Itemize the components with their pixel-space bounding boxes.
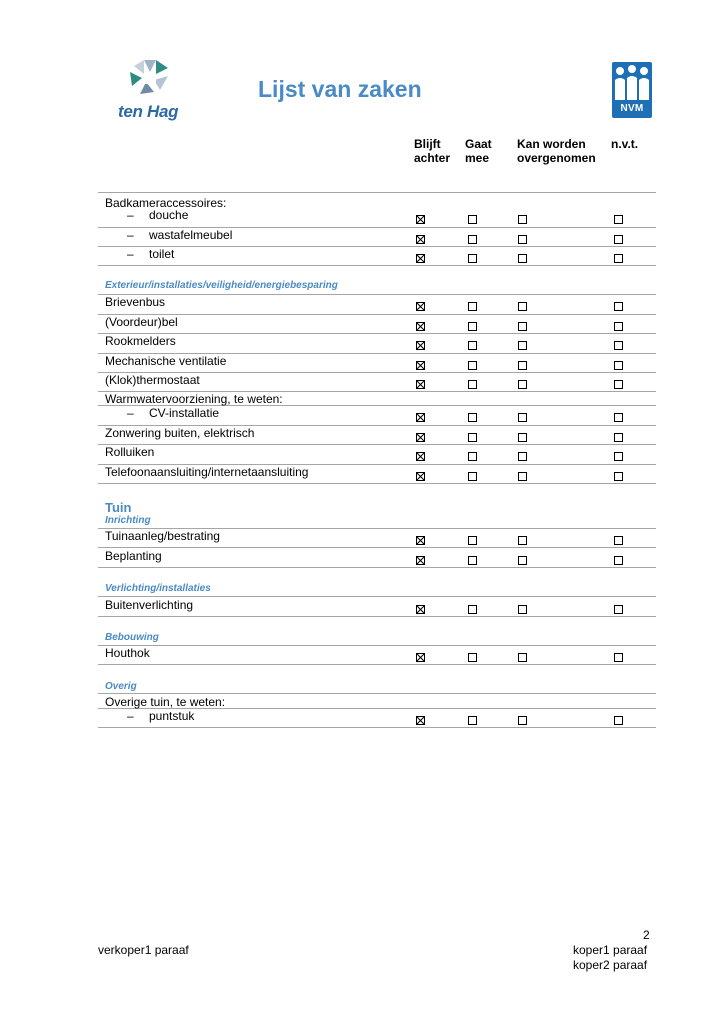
cross-mark-icon — [417, 236, 424, 243]
item-label-rookmelders: Rookmelders — [105, 334, 176, 348]
checkbox-kan-worden-overgenomen-wastafelmeubel[interactable] — [518, 235, 527, 244]
checkbox-kan-worden-overgenomen-cv-installatie[interactable] — [518, 413, 527, 422]
page-title: Lijst van zaken — [258, 76, 422, 102]
sub-item-dash: – — [127, 247, 134, 261]
item-label-klok-thermostaat: (Klok)thermostaat — [105, 373, 200, 387]
item-label-buitenverlichting: Buitenverlichting — [105, 598, 194, 612]
checkbox-nvt-zonwering-buiten-elektrisch[interactable] — [614, 433, 623, 442]
sub-item-puntstuk — [105, 709, 194, 723]
group-label-overige-tuin-te-weten: Overige tuin, te weten: — [105, 695, 226, 709]
section-heading-bebouwing: Bebouwing — [105, 632, 159, 643]
sub-item-dash: – — [127, 406, 134, 420]
cross-mark-icon — [417, 606, 424, 613]
checkbox-kan-worden-overgenomen-mechanische-ventilatie[interactable] — [518, 361, 527, 370]
checkbox-nvt-voordeur-bel[interactable] — [614, 322, 623, 331]
sub-item-douche — [105, 208, 188, 222]
checkbox-nvt-toilet[interactable] — [614, 254, 623, 263]
checkbox-kan-worden-overgenomen-rookmelders[interactable] — [518, 341, 527, 350]
checkbox-kan-worden-overgenomen-houthok[interactable] — [518, 653, 527, 662]
cross-mark-icon — [417, 342, 424, 349]
checkbox-kan-worden-overgenomen-tuinaanleg-bestrating[interactable] — [518, 536, 527, 545]
group-label-warmwatervoorziening-te-weten: Warmwatervoorziening, te weten: — [105, 392, 283, 406]
row-divider — [98, 693, 656, 694]
row-divider — [98, 727, 656, 728]
checkbox-gaat-mee-houthok[interactable] — [468, 653, 477, 662]
checkbox-kan-worden-overgenomen-brievenbus[interactable] — [518, 302, 527, 311]
cross-mark-icon — [417, 654, 424, 661]
sub-item-label: toilet — [149, 247, 175, 261]
ten-hag-logo — [114, 58, 194, 124]
checkbox-blijft-achter-klok-thermostaat[interactable] — [416, 380, 425, 389]
group-label-badkameraccessoires: Badkameraccessoires: — [105, 196, 227, 210]
item-label-houthok: Houthok — [105, 646, 150, 660]
item-label-rolluiken: Rolluiken — [105, 445, 155, 459]
checkbox-gaat-mee-zonwering-buiten-elektrisch[interactable] — [468, 433, 477, 442]
checkbox-gaat-mee-rookmelders[interactable] — [468, 341, 477, 350]
column-header-gaat-mee: Gaat mee — [465, 137, 492, 165]
cross-mark-icon — [417, 414, 424, 421]
row-divider — [98, 265, 656, 266]
nvm-wordmark: NVM — [620, 103, 644, 114]
sub-item-dash: – — [127, 208, 134, 222]
row-divider — [98, 333, 656, 334]
checkbox-gaat-mee-klok-thermostaat[interactable] — [468, 380, 477, 389]
cross-mark-icon — [417, 434, 424, 441]
checkbox-gaat-mee-rolluiken[interactable] — [468, 452, 477, 461]
item-label-voordeur-bel: (Voordeur)bel — [105, 315, 178, 329]
checkbox-kan-worden-overgenomen-klok-thermostaat[interactable] — [518, 380, 527, 389]
row-divider — [98, 444, 656, 445]
sub-item-wastafelmeubel — [105, 228, 232, 242]
sub-item-dash: – — [127, 709, 134, 723]
checkbox-blijft-achter-tuinaanleg-bestrating[interactable] — [416, 536, 425, 545]
row-divider — [98, 645, 656, 646]
group-heading-tuin: Tuin — [105, 500, 132, 515]
checkbox-nvt-tuinaanleg-bestrating[interactable] — [614, 536, 623, 545]
checkbox-nvt-wastafelmeubel[interactable] — [614, 235, 623, 244]
checkbox-blijft-achter-houthok[interactable] — [416, 653, 425, 662]
sub-item-label: puntstuk — [149, 709, 195, 723]
page-number: 2 — [643, 928, 650, 942]
row-divider — [98, 483, 656, 484]
checkbox-blijft-achter-rolluiken[interactable] — [416, 452, 425, 461]
row-divider — [98, 567, 656, 568]
checkbox-blijft-achter-zonwering-buiten-elektrisch[interactable] — [416, 433, 425, 442]
cross-mark-icon — [417, 303, 424, 310]
cross-mark-icon — [417, 381, 424, 388]
checkbox-blijft-achter-douche[interactable] — [416, 215, 425, 224]
checkbox-gaat-mee-beplanting[interactable] — [468, 556, 477, 565]
checkbox-blijft-achter-wastafelmeubel[interactable] — [416, 235, 425, 244]
row-divider — [98, 246, 656, 247]
cross-mark-icon — [417, 453, 424, 460]
checkbox-blijft-achter-rookmelders[interactable] — [416, 341, 425, 350]
checkbox-nvt-brievenbus[interactable] — [614, 302, 623, 311]
column-header-kan-worden-overgenomen: Kan worden overgenomen — [517, 137, 596, 165]
checkbox-kan-worden-overgenomen-puntstuk[interactable] — [518, 716, 527, 725]
cross-mark-icon — [417, 537, 424, 544]
checkbox-kan-worden-overgenomen-beplanting[interactable] — [518, 556, 527, 565]
checkbox-nvt-buitenverlichting[interactable] — [614, 605, 623, 614]
buyer1-initials-label: koper1 paraaf — [573, 943, 648, 957]
checkbox-blijft-achter-voordeur-bel[interactable] — [416, 322, 425, 331]
checkbox-gaat-mee-buitenverlichting[interactable] — [468, 605, 477, 614]
cross-mark-icon — [417, 323, 424, 330]
checkbox-blijft-achter-beplanting[interactable] — [416, 556, 425, 565]
section-heading-verlichting-installaties: Verlichting/installaties — [105, 583, 211, 594]
checkbox-nvt-cv-installatie[interactable] — [614, 413, 623, 422]
checkbox-gaat-mee-telefoonaansluiting-internetaansluiting[interactable] — [468, 472, 477, 481]
checkbox-kan-worden-overgenomen-buitenverlichting[interactable] — [518, 605, 527, 614]
row-divider — [98, 314, 656, 315]
checkbox-kan-worden-overgenomen-douche[interactable] — [518, 215, 527, 224]
checkbox-nvt-mechanische-ventilatie[interactable] — [614, 361, 623, 370]
checkbox-kan-worden-overgenomen-toilet[interactable] — [518, 254, 527, 263]
checkbox-kan-worden-overgenomen-rolluiken[interactable] — [518, 452, 527, 461]
item-label-brievenbus: Brievenbus — [105, 295, 166, 309]
checkbox-blijft-achter-cv-installatie[interactable] — [416, 413, 425, 422]
checkbox-blijft-achter-buitenverlichting[interactable] — [416, 605, 425, 614]
sub-item-label: CV-installatie — [149, 406, 220, 420]
checkbox-blijft-achter-brievenbus[interactable] — [416, 302, 425, 311]
row-divider — [98, 294, 656, 295]
cross-mark-icon — [417, 255, 424, 262]
sub-item-label: douche — [149, 208, 189, 222]
checkbox-nvt-puntstuk[interactable] — [614, 716, 623, 725]
buyer2-initials-label: koper2 paraaf — [573, 958, 648, 972]
checkbox-nvt-rolluiken[interactable] — [614, 452, 623, 461]
row-divider — [98, 616, 656, 617]
cross-mark-icon — [417, 362, 424, 369]
item-label-tuinaanleg-bestrating: Tuinaanleg/bestrating — [105, 529, 220, 543]
checkbox-gaat-mee-douche[interactable] — [468, 215, 477, 224]
pinwheel-icon — [126, 58, 174, 100]
row-divider — [98, 547, 656, 548]
checkbox-nvt-rookmelders[interactable] — [614, 341, 623, 350]
seller-initials-label: verkoper1 paraaf — [98, 943, 189, 957]
cross-mark-icon — [417, 473, 424, 480]
checkbox-gaat-mee-brievenbus[interactable] — [468, 302, 477, 311]
sub-item-dash: – — [127, 228, 134, 242]
checkbox-gaat-mee-cv-installatie[interactable] — [468, 413, 477, 422]
item-label-telefoonaansluiting-internetaansluiting: Telefoonaansluiting/internetaansluiting — [105, 465, 309, 479]
checkbox-kan-worden-overgenomen-zonwering-buiten-elektrisch[interactable] — [518, 433, 527, 442]
cross-mark-icon — [417, 216, 424, 223]
column-header-nvt: n.v.t. — [611, 137, 639, 151]
checkbox-gaat-mee-mechanische-ventilatie[interactable] — [468, 361, 477, 370]
checkbox-nvt-houthok[interactable] — [614, 653, 623, 662]
item-label-zonwering-buiten-elektrisch: Zonwering buiten, elektrisch — [105, 426, 255, 440]
checkbox-nvt-telefoonaansluiting-internetaansluiting[interactable] — [614, 472, 623, 481]
checkbox-blijft-achter-puntstuk[interactable] — [416, 716, 425, 725]
checkbox-gaat-mee-puntstuk[interactable] — [468, 716, 477, 725]
sub-item-cv-installatie — [105, 406, 219, 420]
ten-hag-wordmark: ten Hag — [118, 102, 179, 121]
checkbox-blijft-achter-mechanische-ventilatie[interactable] — [416, 361, 425, 370]
sub-item-toilet — [105, 247, 174, 261]
sub-item-label: wastafelmeubel — [149, 228, 233, 242]
checkbox-kan-worden-overgenomen-voordeur-bel[interactable] — [518, 322, 527, 331]
checkbox-blijft-achter-toilet[interactable] — [416, 254, 425, 263]
cross-mark-icon — [417, 717, 424, 724]
row-divider — [98, 192, 656, 193]
checkbox-gaat-mee-wastafelmeubel[interactable] — [468, 235, 477, 244]
checkbox-nvt-douche[interactable] — [614, 215, 623, 224]
row-divider — [98, 596, 656, 597]
checkbox-gaat-mee-tuinaanleg-bestrating[interactable] — [468, 536, 477, 545]
cross-mark-icon — [417, 557, 424, 564]
row-divider — [98, 664, 656, 665]
section-heading-exterieur-installaties-veiligheid-energiebesparing: Exterieur/installaties/veiligheid/energiebesparing — [105, 280, 338, 291]
section-heading-inrichting: Inrichting — [105, 515, 151, 526]
checkbox-nvt-klok-thermostaat[interactable] — [614, 380, 623, 389]
checkbox-gaat-mee-voordeur-bel[interactable] — [468, 322, 477, 331]
checkbox-blijft-achter-telefoonaansluiting-internetaansluiting[interactable] — [416, 472, 425, 481]
section-heading-overig: Overig — [105, 681, 137, 692]
item-label-mechanische-ventilatie: Mechanische ventilatie — [105, 354, 227, 368]
item-label-beplanting: Beplanting — [105, 549, 162, 563]
checkbox-gaat-mee-toilet[interactable] — [468, 254, 477, 263]
nvm-logo — [612, 62, 652, 118]
checkbox-nvt-beplanting[interactable] — [614, 556, 623, 565]
column-header-blijft-achter: Blijft achter — [414, 137, 451, 165]
checkbox-kan-worden-overgenomen-telefoonaansluiting-internetaansluiting[interactable] — [518, 472, 527, 481]
